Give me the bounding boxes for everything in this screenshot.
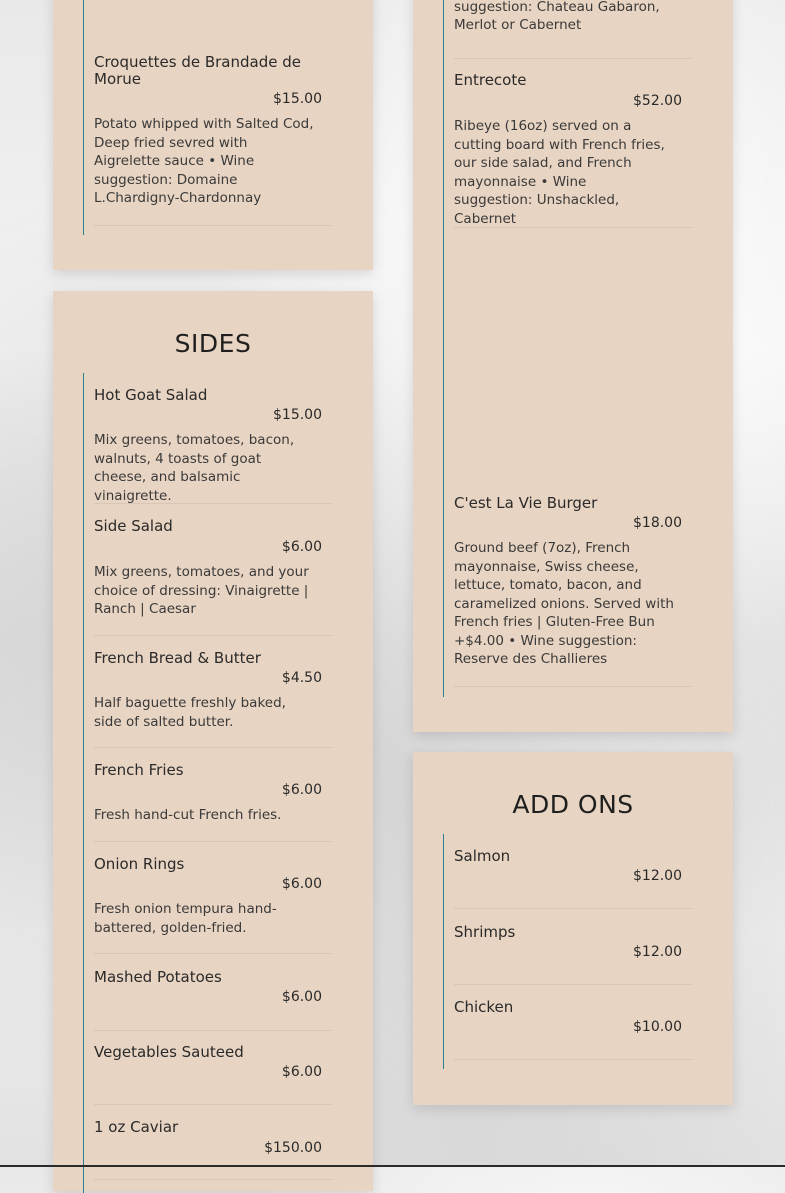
item-price: $6.00: [281, 876, 322, 892]
item-price: $15.00: [273, 407, 322, 423]
item-name: 1 oz Caviar: [94, 1118, 179, 1136]
menu-card-sides: [53, 291, 373, 1191]
item-price: $6.00: [281, 782, 322, 798]
menu-item: [454, 848, 692, 909]
item-name: Entrecote: [454, 71, 527, 89]
item-description: Half baguette freshly baked, side of salted butter.: [94, 695, 286, 730]
menu-list: [443, 0, 682, 697]
item-name: C'est La Vie Burger: [454, 494, 598, 512]
item-price: $52.00: [633, 93, 682, 109]
menu-item: [454, 924, 692, 985]
item-name: Vegetables Sauteed: [94, 1043, 244, 1061]
item-name: Croquettes de Brandade de Morue: [94, 53, 301, 88]
item-description: Potato whipped with Salted Cod, Deep fried sevred with Aigrelette sauce • Wine suggestion: Domaine L.Chardigny-Chardonnay: [94, 116, 314, 206]
menu-item: [94, 969, 332, 1031]
menu-item: [94, 54, 332, 226]
menu-item: [94, 650, 332, 748]
menu-item: [94, 1119, 332, 1180]
item-description: Ground beef (7oz), French mayonnaise, Swiss cheese, lettuce, tomato, bacon, and caramelized onions. Served with French fries | Gluten-Free Bun +$4.00 • Wine suggestion: Reserve des Challieres: [454, 540, 674, 667]
menu-list: [83, 0, 322, 235]
item-price: $12.00: [633, 944, 682, 960]
item-name: Mashed Potatoes: [94, 968, 222, 986]
menu-list: [443, 834, 682, 1069]
item-price: $12.00: [633, 868, 682, 884]
item-price: $150.00: [264, 1140, 322, 1156]
item-name: Shrimps: [454, 923, 516, 941]
item-price: $6.00: [281, 1064, 322, 1080]
item-description: Fresh onion tempura hand-battered, golden-fried.: [94, 901, 277, 936]
item-name: Chicken: [454, 998, 514, 1016]
item-name: Salmon: [454, 847, 511, 865]
item-price: $15.00: [273, 91, 322, 107]
item-price: $18.00: [633, 515, 682, 531]
menu-item: [454, 999, 692, 1060]
menu-item-partial: [454, 0, 692, 59]
item-description: Fresh hand-cut French fries.: [94, 807, 282, 823]
menu-item: [94, 762, 332, 842]
item-description: suggestion: Chateau Gabaron, Merlot or Cabernet: [454, 0, 660, 33]
item-price: $6.00: [281, 539, 322, 555]
section-title: ADD ONS: [512, 790, 634, 819]
item-price: $6.00: [281, 989, 322, 1005]
item-name: French Bread & Butter: [94, 649, 261, 667]
item-price: $10.00: [633, 1019, 682, 1035]
menu-item: [454, 72, 692, 228]
menu-card-add-ons: [413, 752, 733, 1105]
item-name: French Fries: [94, 761, 184, 779]
item-name: Hot Goat Salad: [94, 386, 208, 404]
section-title: SIDES: [174, 329, 252, 358]
menu-list: [83, 373, 322, 1193]
menu-item: [94, 518, 332, 636]
item-price: $4.50: [281, 670, 322, 686]
menu-card-mains-right: [413, 0, 733, 732]
item-name: Side Salad: [94, 517, 173, 535]
menu-item: [454, 495, 692, 687]
item-description: Ribeye (16oz) served on a cutting board with French fries, our side salad, and French mayonnaise • Wine suggestion: Unshackled, Cabernet: [454, 118, 665, 227]
menu-item: [94, 856, 332, 954]
menu-item: [94, 387, 332, 504]
menu-item: [94, 1044, 332, 1105]
item-name: Onion Rings: [94, 855, 185, 873]
item-description: Mix greens, tomatoes, bacon, walnuts, 4 toasts of goat cheese, and balsamic vinaigrette.: [94, 432, 295, 504]
item-description: Mix greens, tomatoes, and your choice of dressing: Vinaigrette | Ranch | Caesar: [94, 564, 309, 617]
menu-card-mains-top: [53, 0, 373, 270]
